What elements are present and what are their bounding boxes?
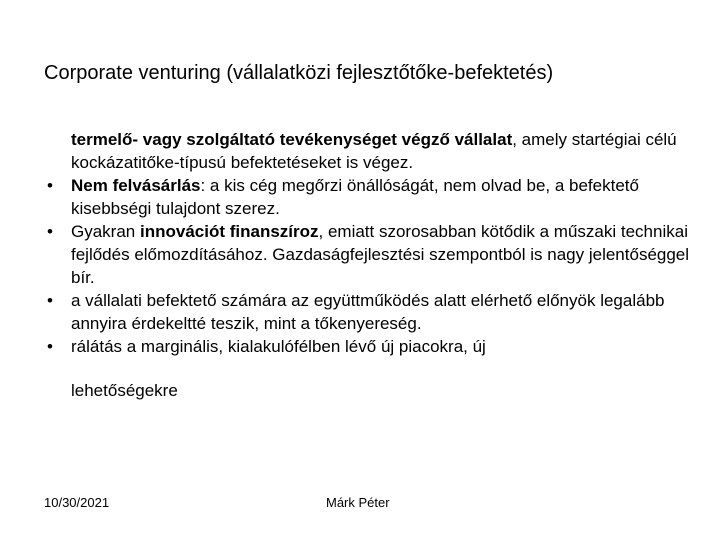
list-item bbox=[44, 335, 694, 402]
slide-title: Corporate venturing (vállalatközi fejlesztőtőke-befektetés) bbox=[44, 62, 554, 84]
footer-author: Márk Péter bbox=[326, 495, 390, 510]
list-item bbox=[44, 174, 694, 220]
list-item bbox=[44, 289, 694, 335]
item-text-prefix: Gyakran bbox=[71, 222, 140, 241]
item-text: , emiatt szorosabban kötődik a műszaki technikai fejlődés előmozdításához. Gazdaságfejlesztési szempontból is nagy jelentőséggel bír. bbox=[71, 222, 690, 287]
list-item bbox=[44, 220, 694, 289]
list-item bbox=[44, 128, 694, 174]
bullet-list bbox=[44, 128, 694, 402]
item-text-continuation: lehetőségekre bbox=[71, 381, 178, 400]
footer-date: 10/30/2021 bbox=[44, 495, 110, 510]
bullet-icon: • bbox=[47, 176, 53, 195]
bullet-icon: • bbox=[47, 291, 53, 310]
item-text: : a kis cég megőrzi önállóságát, nem olvad be, a befektető kisebbségi tulajdont szerez. bbox=[71, 176, 639, 218]
item-text: rálátás a marginális, kialakulófélben lévő új piacokra, új bbox=[71, 337, 486, 356]
item-text: a vállalati befektető számára az együttműködés alatt elérhető előnyök legalább annyira érdekeltté teszik, mint a tőkenyereség. bbox=[71, 291, 665, 333]
bold-text: innovációt finanszíroz bbox=[139, 222, 319, 241]
bold-text: termelő- vagy szolgáltató tevékenységet végző vállalat bbox=[71, 130, 513, 149]
bullet-icon: • bbox=[47, 222, 53, 241]
bold-text: Nem felvásárlás bbox=[71, 176, 201, 195]
bullet-icon: • bbox=[47, 337, 53, 356]
item-text: , amely startégiai célú kockázatitőke-típusú befektetéseket is végez. bbox=[71, 130, 677, 172]
